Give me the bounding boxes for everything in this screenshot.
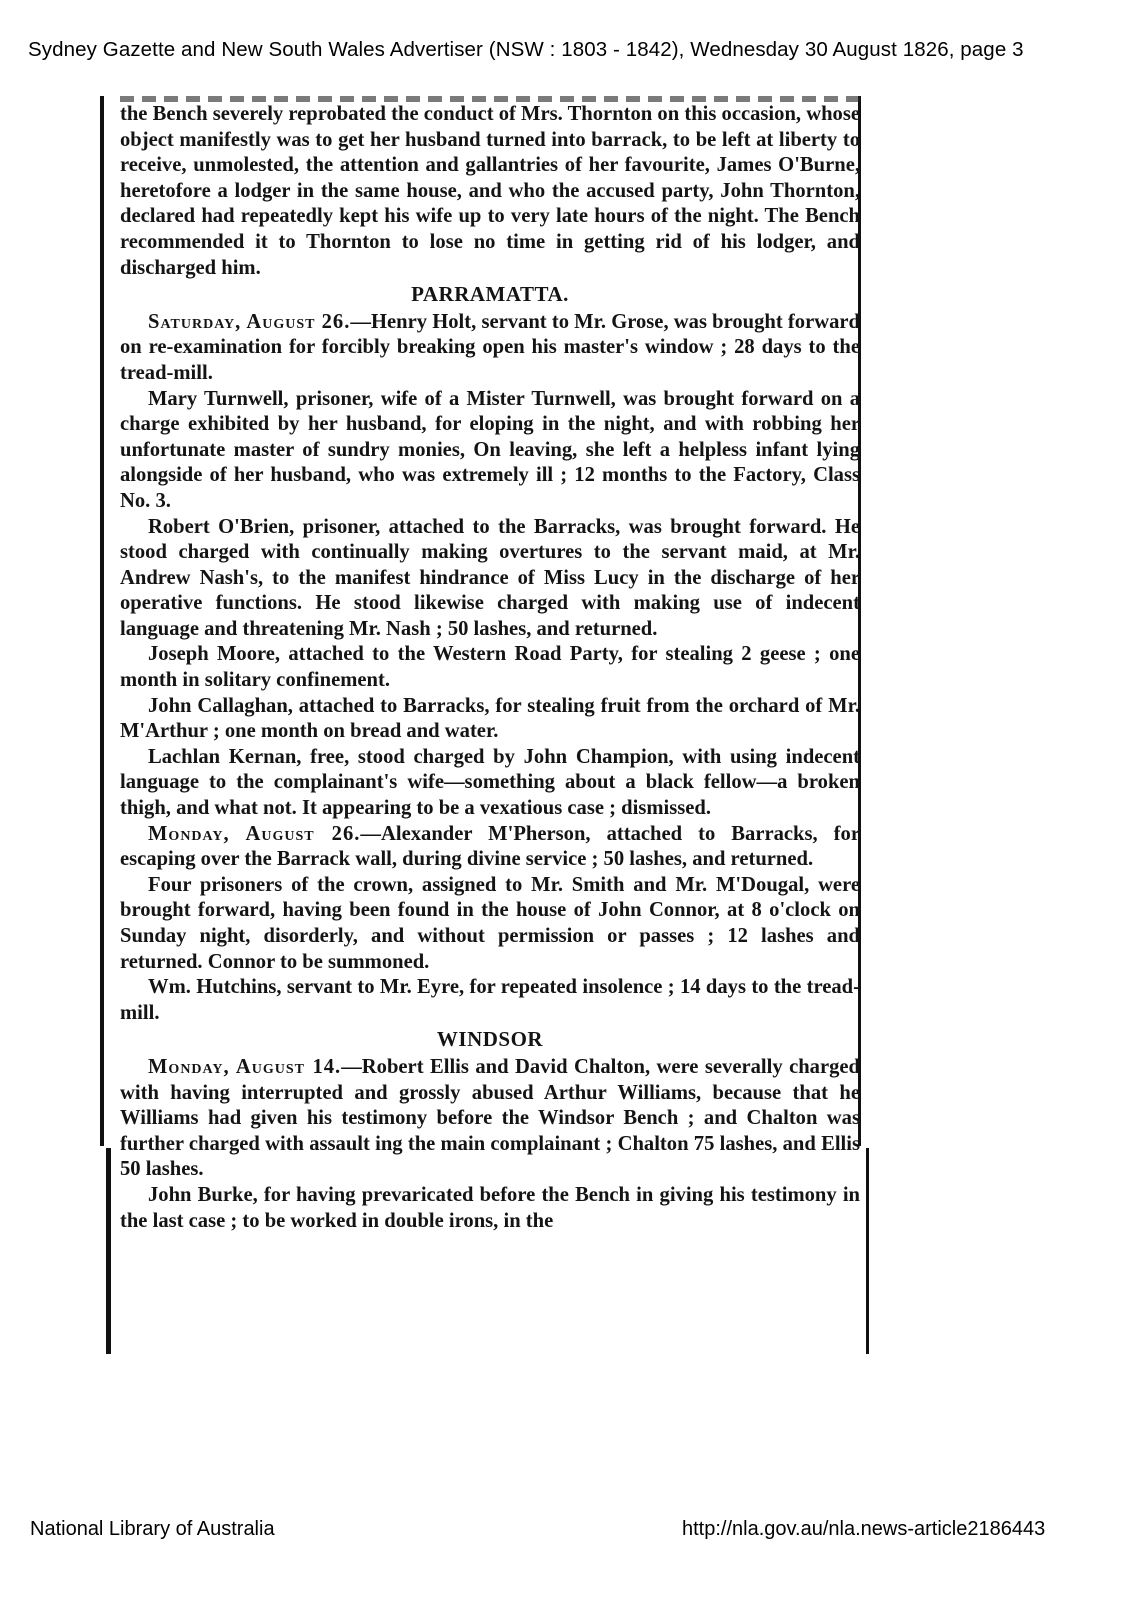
article-paragraph: Mary Turnwell, prisoner, wife of a Mister Turnwell, was brought forward on a charge exhibited by her husband, for eloping in the night, and with robbing her unfortunate master of sundry monies, On leaving, she left a helpless infant lying alongside of her husband, who was extremely ill ; 12 months to the Factory, Class No. 3. [120,387,860,512]
article-paragraph: Saturday, August 26.—Henry Holt, servant to Mr. Grose, was brought forward on re-examination for forcibly breaking open his master's window ; 28 days to the tread-mill. [120,310,860,384]
section-heading-windsor: WINDSOR [436,1027,544,1052]
clipped-top-line [120,96,860,102]
intro-paragraph: the Bench severely reprobated the conduct of Mrs. Thornton on this occasion, whose object manifestly was to get her husband turned into barrack, to be left at liberty to receive, unmolested, the attention and gallantries of her favourite, James O'Burne, heretofore a lodger in the same house, and who the accused party, John Thornton, declared had repeatedly kept his wife up to very late hours of the night. The Bench recommended it to Thornton to lose no time in getting rid of his lodger, and discharged him. [120,103,860,279]
article-paragraph: Wm. Hutchins, servant to Mr. Eyre, for repeated insolence ; 14 days to the tread-mill. [120,976,860,1024]
section-heading-parramatta: PARRAMATTA. [411,282,569,307]
article-paragraph: Monday, August 26.—Alexander M'Pherson, attached to Barracks, for escaping over the Barrack wall, during divine service ; 50 lashes, and returned. [120,822,860,871]
article-paragraph: Robert O'Brien, prisoner, attached to the Barracks, was brought forward. He stood charged with continually making overtures to the servant maid, at Mr. Andrew Nash's, to the manifest hindrance of Miss Lucy in the discharge of her operative functions. He stood likewise charged with making use of indecent language and threatening Mr. Nash ; 50 lashes, and returned. [120,515,860,640]
article-paragraph: John Callaghan, attached to Barracks, for stealing fruit from the orchard of Mr. M'Arthur ; one month on bread and water. [120,694,860,743]
newspaper-clipping [98,96,882,1366]
windsor-left-rule [106,1148,111,1354]
date-lead: Saturday, August 26. [148,310,351,333]
article-paragraph: Lachlan Kernan, free, stood charged by John Champion, with using indecent language to the complainant's wife—something about a black fellow—a broken thigh, and what not. It appearing to be a vexatious case ; dismissed. [120,745,860,820]
article-paragraph: John Burke, for having prevaricated before the Bench in giving his testimony in the last case ; to be worked in double irons, in the [120,1183,860,1232]
source-footer: National Library of Australia [30,1518,275,1540]
windsor-right-rule [866,1148,869,1354]
article-paragraph: Four prisoners of the crown, assigned to Mr. Smith and Mr. M'Dougal, were brought forward, having been found in the house of John Connor, at 8 o'clock on Sunday night, disorderly, and without permission or passes ; 12 lashes and returned. Connor to be summoned. [120,873,860,973]
date-lead: Monday, August 26. [148,822,361,845]
article-paragraph: Monday, August 14.—Robert Ellis and David Chalton, were severally charged with having interrupted and grossly abused Arthur Williams, because that he Williams had given his testimony before the Windsor Bench ; and Chalton was further charged with assault ing the main complainant ; Chalton 75 lashes, and Ellis 50 lashes. [120,1055,860,1181]
article-paragraph: Joseph Moore, attached to the Western Road Party, for stealing 2 geese ; one month in solitary confinement. [120,643,860,692]
article-column [120,100,860,1234]
left-column-rule [100,96,104,1146]
date-lead: Monday, August 14. [148,1055,342,1078]
article-url[interactable]: http://nla.gov.au/nla.news-article2186443 [682,1518,1046,1540]
citation-header: Sydney Gazette and New South Wales Advertiser (NSW : 1803 - 1842), Wednesday 30 August 1826, page 3 [28,38,1024,61]
